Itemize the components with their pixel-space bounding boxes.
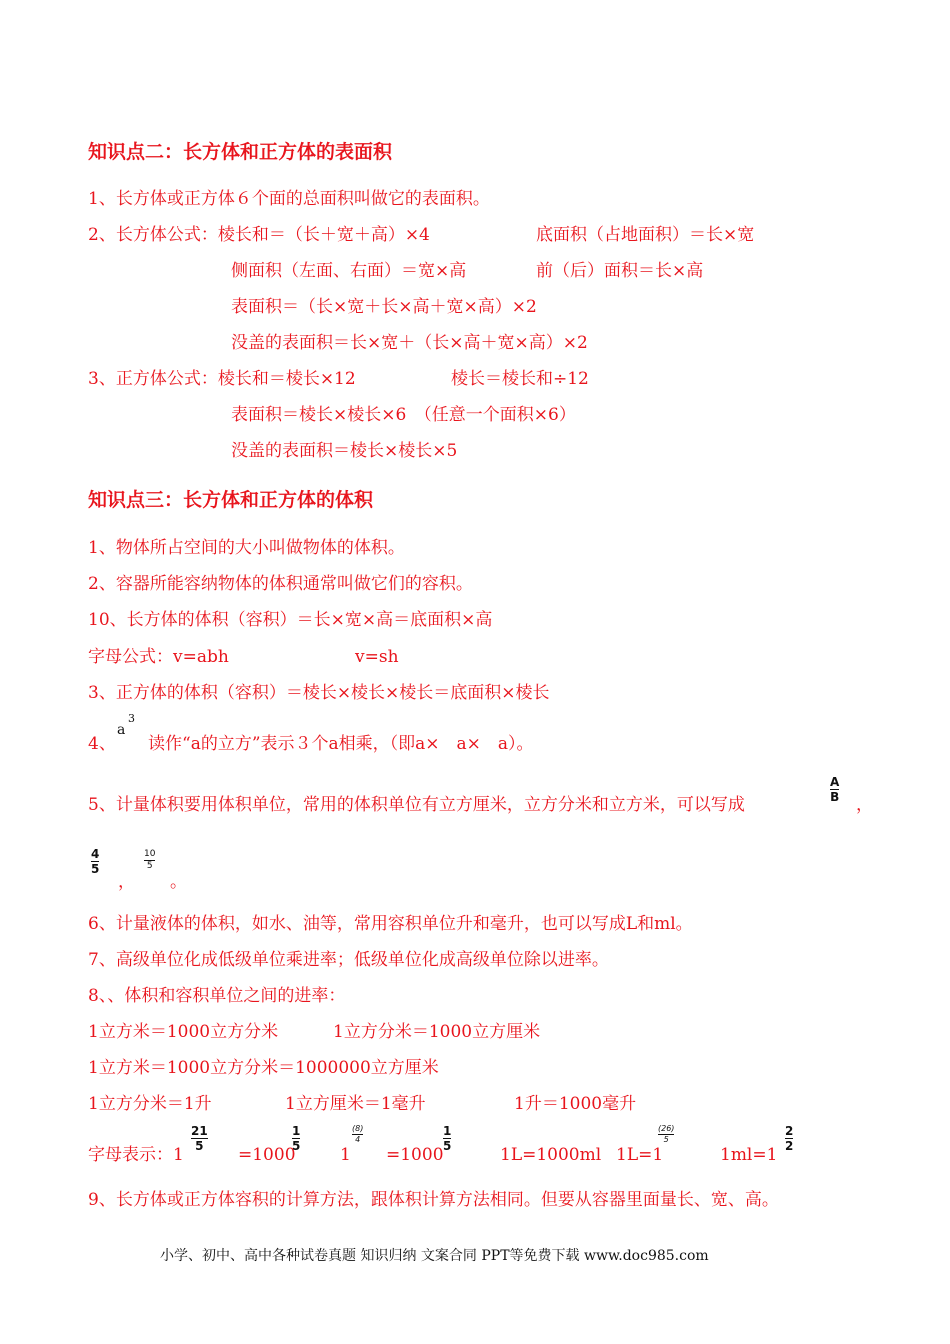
s2-line-8: 没盖的表面积＝棱长×棱长×5 xyxy=(231,441,458,461)
fraction-denominator: 5 xyxy=(292,1139,301,1153)
s3-line-14b: 1立方厘米＝1毫升 xyxy=(285,1094,426,1114)
fraction-1-over-5-b xyxy=(443,1125,451,1152)
s3-line-15-one: 1 xyxy=(340,1145,351,1165)
s2-line-2b: 底面积（占地面积）＝长×宽 xyxy=(536,225,755,245)
s3-line-2: 2、容器所能容纳物体的体积通常叫做它们的容积。 xyxy=(88,574,473,594)
s3-line-13: 1立方米＝1000立方分米＝1000000立方厘米 xyxy=(88,1058,439,1078)
s3-line-11: 8、、体积和容积单位之间的进率： xyxy=(88,986,346,1006)
s3-line-15-liter-one: 1L=1 xyxy=(616,1145,664,1165)
fraction-numerator: 21 xyxy=(191,1124,208,1138)
fraction-denominator: 5 xyxy=(91,862,100,876)
s2-line-2a: 2、长方体公式：棱长和＝（长＋宽＋高）×4 xyxy=(88,225,430,245)
fraction-numerator: 2 xyxy=(785,1124,794,1138)
s2-line-7: 表面积＝棱长×棱长×6 （任意一个面积×6） xyxy=(231,405,576,425)
footer-text: 小学、初中、高中各种试卷真题 知识归纳 文案合同 PPT等免费下载 www.doc985.com xyxy=(160,1248,709,1264)
fraction-4-over-5 xyxy=(91,848,99,875)
s2-line-5: 没盖的表面积＝长×宽＋（长×高＋宽×高）×2 xyxy=(231,333,588,353)
fraction-2-over-2 xyxy=(785,1125,793,1152)
s3-line-8-end: 。 xyxy=(170,872,187,892)
fraction-1-over-5-a xyxy=(292,1125,300,1152)
s2-line-6b: 棱长＝棱长和÷12 xyxy=(451,369,589,389)
s2-line-3a: 侧面积（左面、右面）＝宽×高 xyxy=(231,261,467,281)
fraction-numerator: 4 xyxy=(91,847,100,861)
fraction-8-over-4 xyxy=(352,1125,363,1144)
fraction-denominator: 5 xyxy=(443,1139,452,1153)
a-cubed-exponent: 3 xyxy=(128,712,135,725)
s3-line-5: 3、正方体的体积（容积）＝棱长×棱长×棱长＝底面积×棱长 xyxy=(88,683,550,703)
fraction-numerator: 1 xyxy=(292,1124,301,1138)
fraction-denominator: B xyxy=(830,790,840,804)
s3-line-15-eq2: =1000 xyxy=(386,1145,444,1165)
fraction-numerator: (26) xyxy=(658,1124,675,1133)
section-title-3: 知识点三：长方体和正方体的体积 xyxy=(88,489,374,511)
fraction-denominator: 5 xyxy=(663,1135,669,1144)
s3-line-10: 7、高级单位化成低级单位乘进率；低级单位化成高级单位除以进率。 xyxy=(88,950,609,970)
fraction-numerator: 10 xyxy=(144,849,156,859)
a-cubed-base: a xyxy=(117,722,126,738)
section-title-2: 知识点二：长方体和正方体的表面积 xyxy=(88,141,393,163)
s2-line-4: 表面积＝（长×宽＋长×高＋宽×高）×2 xyxy=(231,297,537,317)
s3-line-3: 10、长方体的体积（容积）＝长×宽×高＝底面积×高 xyxy=(88,610,493,630)
fraction-denominator: 5 xyxy=(146,861,153,871)
fraction-denominator: 5 xyxy=(195,1139,204,1153)
s3-line-15-eq1: =1000 xyxy=(238,1145,296,1165)
fraction-a-over-b xyxy=(830,776,839,803)
s3-line-14a: 1立方分米＝1升 xyxy=(88,1094,212,1114)
s3-line-6-text: 读作“a的立方”表示３个a相乘，（即a× a× a）。 xyxy=(148,734,534,754)
s3-line-12b: 1立方分米＝1000立方厘米 xyxy=(333,1022,541,1042)
fraction-numerator: 1 xyxy=(443,1124,452,1138)
fraction-10-over-5 xyxy=(144,850,155,871)
fraction-21-over-5 xyxy=(191,1125,208,1152)
s2-line-1: 1、长方体或正方体６个面的总面积叫做它的表面积。 xyxy=(88,189,490,209)
s3-line-6-prefix: 4、 xyxy=(88,734,116,754)
fraction-numerator: (8) xyxy=(352,1124,364,1133)
s3-line-14c: 1升＝1000毫升 xyxy=(514,1094,637,1114)
fraction-26-over-5 xyxy=(658,1125,674,1144)
s3-line-4a: 字母公式：v=abh xyxy=(88,647,229,667)
s2-line-6a: 3、正方体公式：棱长和＝棱长×12 xyxy=(88,369,356,389)
s3-line-16: 9、长方体或正方体容积的计算方法，跟体积计算方法相同。但要从容器里面量长、宽、高。 xyxy=(88,1190,779,1210)
s3-line-9: 6、计量液体的体积，如水、油等，常用容积单位升和毫升，也可以写成L和ml。 xyxy=(88,914,693,934)
fraction-numerator: A xyxy=(830,775,840,789)
s3-line-12a: 1立方米＝1000立方分米 xyxy=(88,1022,279,1042)
s3-line-1: 1、物体所占空间的大小叫做物体的体积。 xyxy=(88,538,405,558)
s3-line-15-ml: 1ml=1 xyxy=(720,1145,778,1165)
fraction-denominator: 4 xyxy=(355,1135,361,1144)
s3-line-8-comma: ， xyxy=(118,872,135,892)
s3-line-7: 5、计量体积要用体积单位，常用的体积单位有立方厘米，立方分米和立方米，可以写成 xyxy=(88,795,745,815)
s3-line-4b: v=sh xyxy=(355,647,399,667)
s3-line-15-liter: 1L=1000ml xyxy=(500,1145,602,1165)
s3-line-15-label: 字母表示：1 xyxy=(88,1145,184,1165)
s3-line-7-comma: ， xyxy=(856,795,873,815)
fraction-denominator: 2 xyxy=(785,1139,794,1153)
s2-line-3b: 前（后）面积＝长×高 xyxy=(536,261,704,281)
